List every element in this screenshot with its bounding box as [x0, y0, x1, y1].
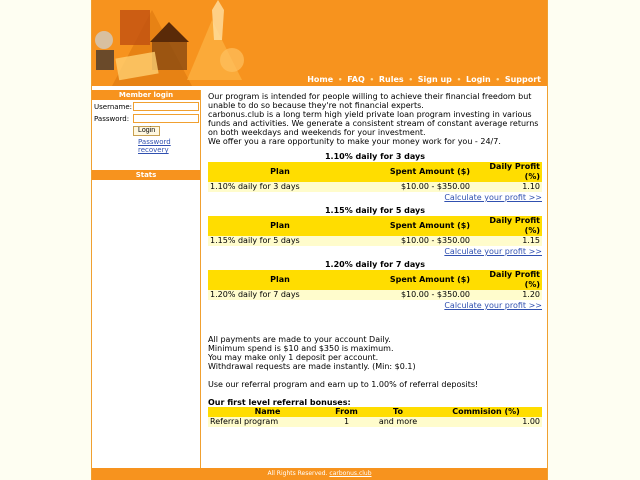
footer [92, 468, 547, 480]
plan-profit: 1.15 [472, 236, 542, 246]
referral-commission: 1.00 [430, 417, 542, 427]
calculate-profit-link[interactable]: Calculate your profit >> [444, 301, 542, 310]
plan-amount: $10.00 - $350.00 [352, 182, 472, 192]
table-row [208, 417, 542, 427]
banner-collage-image [92, 0, 252, 86]
plan-header: Plan [208, 162, 352, 182]
login-button[interactable]: Login [133, 126, 160, 136]
referral-note: Use our referral program and earn up to 1.00% of referral deposits! [208, 380, 479, 389]
username-input[interactable] [133, 102, 199, 111]
nav-separator-icon: • [408, 76, 413, 84]
stats-title: Stats [92, 170, 200, 180]
plan-profit: 1.10 [472, 182, 542, 192]
table-row [208, 236, 542, 246]
referral-from-header: From [327, 407, 366, 417]
top-navigation [307, 75, 541, 84]
calculate-profit-link[interactable]: Calculate your profit >> [444, 193, 542, 202]
username-label: Username: [94, 103, 133, 111]
password-input[interactable] [133, 114, 199, 123]
plan-table [208, 270, 542, 300]
plan-title: 1.10% daily for 3 days [324, 152, 426, 161]
plan-table [208, 162, 542, 192]
referral-commission-header: Commision (%) [430, 407, 542, 417]
plan-title: 1.15% daily for 5 days [324, 206, 426, 215]
plan-block [208, 152, 542, 203]
referral-to: and more [366, 417, 430, 427]
nav-separator-icon: • [337, 76, 343, 84]
nav-separator-icon: • [495, 76, 501, 84]
nav-login-link[interactable]: Login [465, 75, 491, 84]
password-recovery-link[interactable]: Password recovery [138, 138, 171, 154]
intro-paragraph: carbonus.club is a long term high yield private loan program investing in various funds and activities. We generate a consistent stream of constant average returns on both weekdays and weekends for your investment. [208, 110, 539, 137]
plan-amount: $10.00 - $350.00 [352, 290, 472, 300]
nav-rules-link[interactable]: Rules [378, 75, 404, 84]
header [92, 0, 547, 86]
nav-separator-icon: • [369, 76, 375, 84]
nav-faq-link[interactable]: FAQ [347, 75, 365, 84]
password-row [92, 114, 201, 126]
table-row [208, 182, 542, 192]
profit-header: Daily Profit (%) [472, 162, 542, 182]
sidebar [92, 90, 201, 468]
nav-home-link[interactable]: Home [307, 75, 334, 84]
login-form [92, 100, 200, 160]
nav-support-link[interactable]: Support [504, 75, 541, 84]
nav-signup-link[interactable]: Sign up [417, 75, 452, 84]
username-row [92, 102, 201, 114]
plan-name: 1.20% daily for 7 days [208, 290, 352, 300]
spent-header: Spent Amount ($) [352, 162, 472, 182]
footer-site-link[interactable]: carbonus.club [329, 470, 372, 477]
footer-text: All Rights Reserved. [267, 470, 328, 477]
page-frame [91, 0, 548, 480]
spent-header: Spent Amount ($) [352, 270, 472, 290]
plan-block [208, 260, 542, 311]
plan-header: Plan [208, 216, 352, 236]
referral-name: Referral program [208, 417, 327, 427]
profit-header: Daily Profit (%) [472, 216, 542, 236]
profit-header: Daily Profit (%) [472, 270, 542, 290]
plan-name: 1.15% daily for 5 days [208, 236, 352, 246]
plan-title: 1.20% daily for 7 days [324, 260, 426, 269]
spent-header: Spent Amount ($) [352, 216, 472, 236]
referral-to-header: To [366, 407, 430, 417]
plan-amount: $10.00 - $350.00 [352, 236, 472, 246]
referral-table [208, 407, 542, 427]
plan-header: Plan [208, 270, 352, 290]
referral-title: Our first level referral bonuses: [208, 398, 351, 407]
plan-table [208, 216, 542, 246]
plan-block [208, 206, 542, 257]
intro-paragraph: Our program is intended for people willing to achieve their financial freedom but unable to do so because they're not financial experts. [208, 92, 532, 110]
referral-name-header: Name [208, 407, 327, 417]
plan-name: 1.10% daily for 3 days [208, 182, 352, 192]
note-line: Withdrawal requests are made instantly. (Min: $0.1) [208, 362, 416, 371]
table-row [208, 290, 542, 300]
nav-separator-icon: • [456, 76, 462, 84]
rules-notes [208, 335, 542, 389]
member-login-title: Member login [92, 90, 200, 100]
note-line: Minimum spend is $10 and $350 is maximum. [208, 344, 394, 353]
referral-from: 1 [327, 417, 366, 427]
intro-paragraph: We offer you a rare opportunity to make your money work for you - 24/7. [208, 137, 501, 146]
main-content [208, 92, 542, 427]
password-label: Password: [94, 115, 130, 123]
calculate-profit-link[interactable]: Calculate your profit >> [444, 247, 542, 256]
note-line: All payments are made to your account Daily. [208, 335, 391, 344]
intro-text [208, 92, 542, 146]
note-line: You may make only 1 deposit per account. [208, 353, 379, 362]
plan-profit: 1.20 [472, 290, 542, 300]
